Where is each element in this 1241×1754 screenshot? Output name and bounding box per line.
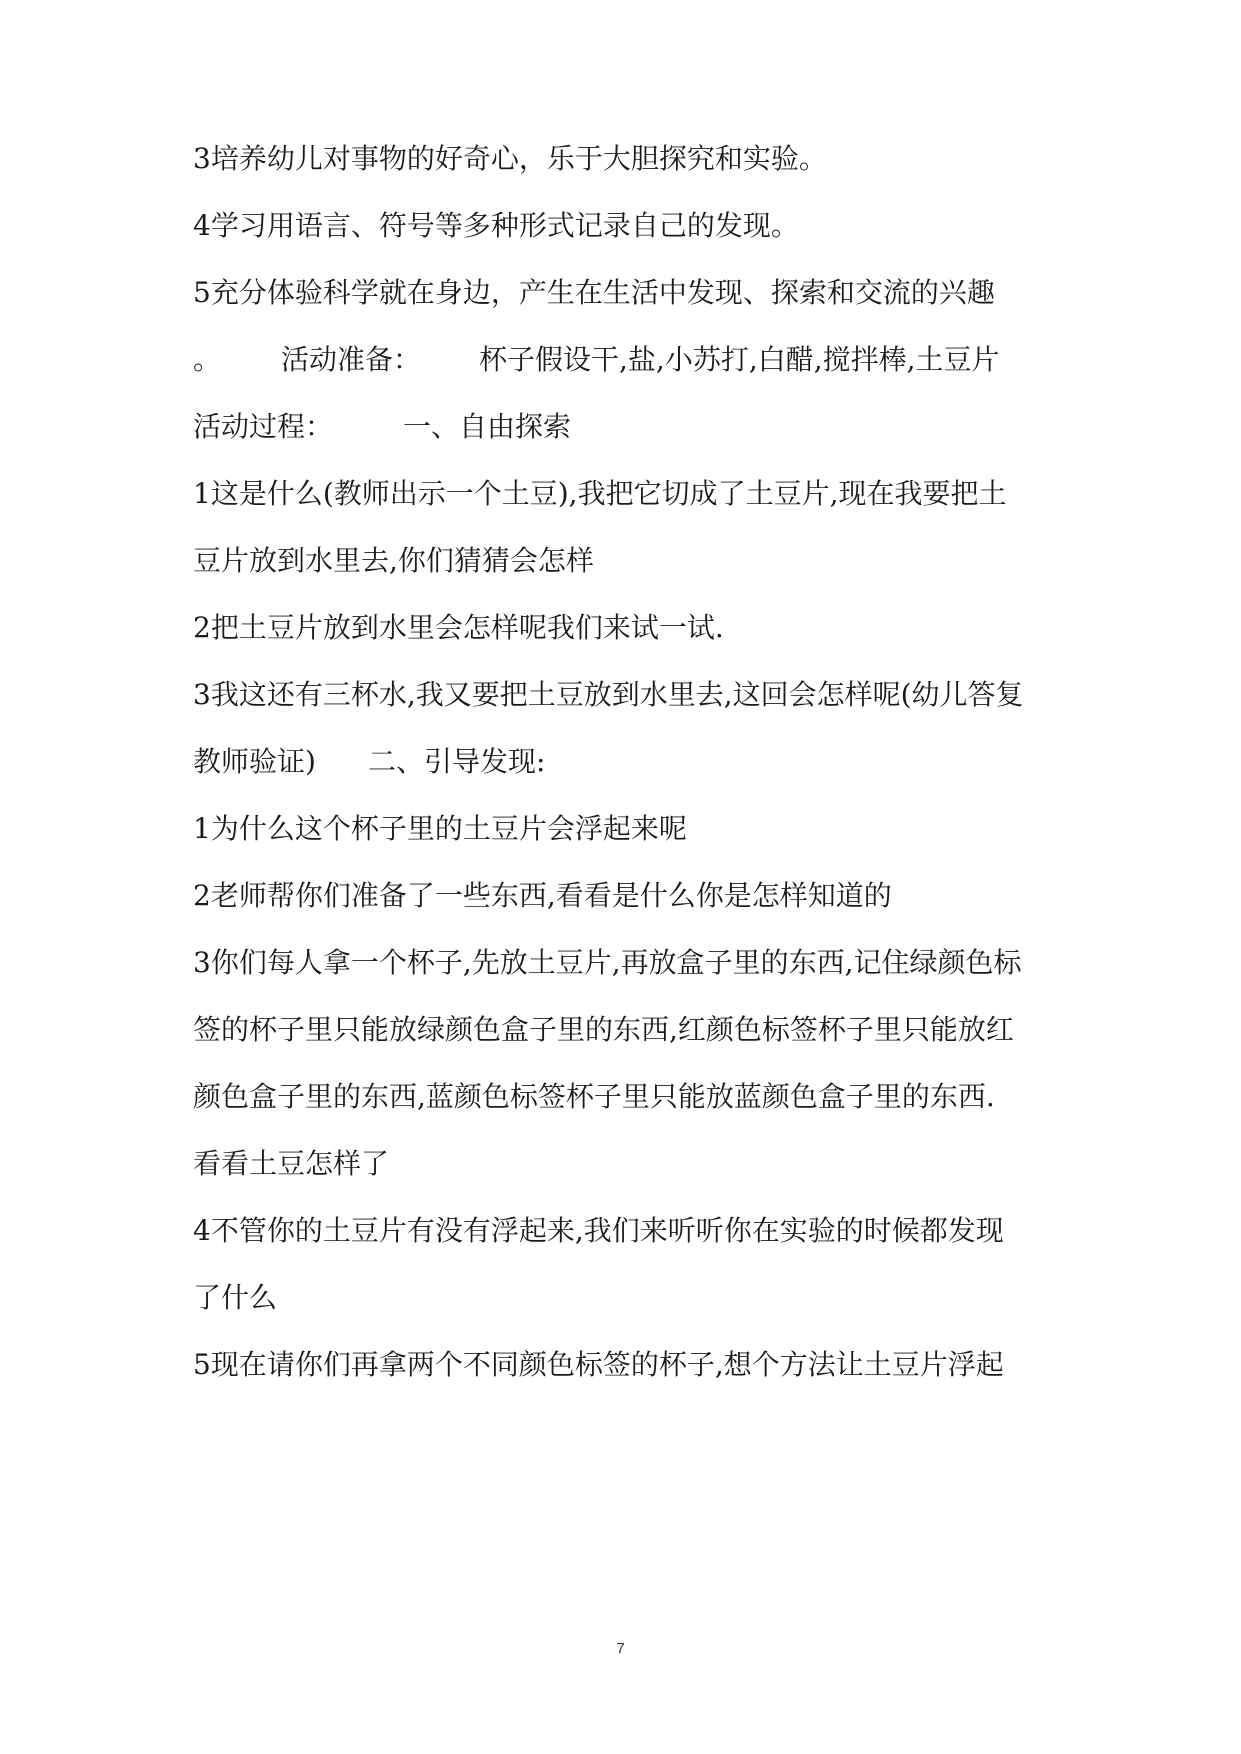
text-line-6: 1这是什么(教师出示一个土豆),我把它切成了土豆片,现在我要把土 <box>193 477 1007 510</box>
text-line-14: 签的杯子里只能放绿颜色盒子里的东西,红颜色标签杯子里只能放红 <box>193 1013 1014 1046</box>
text-line-7: 豆片放到水里去,你们猜猜会怎样 <box>193 544 594 577</box>
activity-prep-label: 活动准备： <box>281 343 422 376</box>
text-line-10 <box>193 745 1073 779</box>
text-line-19: 5现在请你们再拿两个不同颜色标签的杯子,想个方法让土豆片浮起 <box>193 1348 1004 1381</box>
text-line-16: 看看土豆怎样了 <box>193 1147 390 1180</box>
text-line-17: 4不管你的土豆片有没有浮起来,我们来听听你在实验的时候都发现 <box>193 1214 1004 1247</box>
section-heading-2: 二、引导发现: <box>367 745 546 778</box>
text-line-5 <box>193 410 1073 444</box>
activity-process-label: 活动过程： <box>193 410 334 443</box>
text-line-13: 3你们每人拿一个杯子,先放土豆片,再放盒子里的东西,记住绿颜色标 <box>193 946 1022 979</box>
section-heading-1: 一、自由探索 <box>403 410 572 443</box>
text-line-11: 1为什么这个杯子里的土豆片会浮起来呢 <box>193 812 687 845</box>
teacher-verify-text: 教师验证) <box>193 745 316 778</box>
activity-prep-content: 杯子假设干,盐,小苏打,白醋,搅拌棒,土豆片 <box>479 343 1000 376</box>
text-line-1: 3培养幼儿对事物的好奇心，乐于大胆探究和实验。 <box>193 142 827 175</box>
text-line-18: 了什么 <box>193 1281 278 1314</box>
text-line-15: 颜色盒子里的东西,蓝颜色标签杯子里只能放蓝颜色盒子里的东西. <box>193 1080 995 1113</box>
text-line-12: 2老师帮你们准备了一些东西,看看是什么你是怎样知道的 <box>193 879 892 912</box>
text-line-3: 5充分体验科学就在身边，产生在生活中发现、探索和交流的兴趣 <box>193 276 995 309</box>
page-number: 7 <box>616 1640 625 1657</box>
text-line-9: 3我这还有三杯水,我又要把土豆放到水里去,这回会怎样呢(幼儿答复 <box>193 678 1024 711</box>
text-line-8: 2把土豆片放到水里会怎样呢我们来试一试. <box>193 611 724 644</box>
punctuation-mark: 。 <box>193 343 222 376</box>
text-line-2: 4学习用语言、符号等多种形式记录自己的发现。 <box>193 209 799 242</box>
text-line-4 <box>193 343 1073 377</box>
